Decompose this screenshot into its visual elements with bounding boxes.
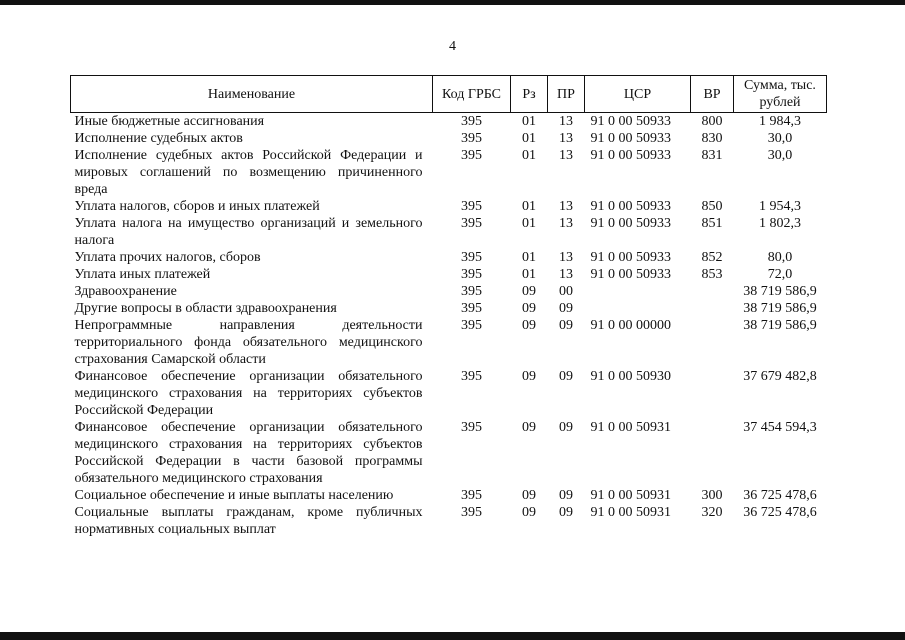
page-bottom-border xyxy=(0,632,905,640)
cell-grbs: 395 xyxy=(461,199,482,214)
cell-sum: 38 719 586,9 xyxy=(743,318,817,333)
cell-grbs: 395 xyxy=(461,505,482,520)
header-grbs: Код ГРБС xyxy=(433,76,511,113)
cell-pr: 09 xyxy=(559,318,573,333)
cell-pr: 00 xyxy=(559,284,573,299)
cell-pr: 13 xyxy=(559,267,573,282)
cell-vr: 853 xyxy=(701,267,723,282)
cell-csr: 91 0 00 50931 xyxy=(590,420,671,435)
cell-pr: 13 xyxy=(559,216,573,231)
cell-grbs: 395 xyxy=(461,369,482,384)
cell-name: Другие вопросы в области здравоохранения xyxy=(74,301,337,316)
table-row xyxy=(71,368,827,419)
cell-rz: 09 xyxy=(522,301,536,316)
cell-rz: 09 xyxy=(522,318,536,333)
cell-grbs: 395 xyxy=(461,420,482,435)
cell-pr: 09 xyxy=(559,369,573,384)
cell-vr: 830 xyxy=(701,131,723,146)
cell-csr: 91 0 00 50930 xyxy=(590,369,671,384)
cell-csr: 91 0 00 50933 xyxy=(590,131,671,146)
cell-rz: 01 xyxy=(522,267,536,282)
cell-name: Здравоохранение xyxy=(74,284,177,299)
cell-pr: 13 xyxy=(559,250,573,265)
budget-table xyxy=(70,75,827,538)
cell-csr xyxy=(585,300,691,317)
table-header-row xyxy=(71,76,827,113)
cell-vr: 851 xyxy=(701,216,723,231)
cell-rz: 01 xyxy=(522,216,536,231)
cell-sum: 37 454 594,3 xyxy=(743,420,817,435)
cell-name: Социальное обеспечение и иные выплаты населению xyxy=(74,488,394,503)
cell-name: Иные бюджетные ассигнования xyxy=(74,114,265,129)
cell-grbs: 395 xyxy=(461,250,482,265)
cell-sum: 36 725 478,6 xyxy=(743,505,817,520)
header-csr: ЦСР xyxy=(585,76,691,113)
cell-sum: 37 679 482,8 xyxy=(743,369,817,384)
cell-rz: 09 xyxy=(522,488,536,503)
cell-pr: 13 xyxy=(559,131,573,146)
cell-sum: 36 725 478,6 xyxy=(743,488,817,503)
page-number: 4 xyxy=(449,39,456,54)
cell-grbs: 395 xyxy=(461,148,482,163)
cell-csr: 91 0 00 50933 xyxy=(590,216,671,231)
cell-vr xyxy=(691,419,734,487)
cell-rz: 01 xyxy=(522,114,536,129)
cell-csr: 91 0 00 50933 xyxy=(590,114,671,129)
cell-csr: 91 0 00 50933 xyxy=(590,250,671,265)
cell-csr: 91 0 00 50931 xyxy=(590,505,671,520)
cell-name: Уплата прочих налогов, сборов xyxy=(74,250,261,265)
table-row xyxy=(71,113,827,131)
page-top-border xyxy=(0,0,905,5)
table-row xyxy=(71,300,827,317)
cell-rz: 09 xyxy=(522,505,536,520)
header-vr: ВР xyxy=(691,76,734,113)
cell-vr xyxy=(691,317,734,368)
table-row xyxy=(71,317,827,368)
table-row xyxy=(71,504,827,538)
cell-sum: 1 984,3 xyxy=(759,114,801,129)
cell-csr: 91 0 00 50933 xyxy=(590,199,671,214)
cell-csr: 91 0 00 50933 xyxy=(590,267,671,282)
cell-pr: 13 xyxy=(559,114,573,129)
table-row xyxy=(71,147,827,198)
cell-csr: 91 0 00 50931 xyxy=(590,488,671,503)
cell-name: Уплата налогов, сборов и иных платежей xyxy=(74,199,320,214)
cell-pr: 13 xyxy=(559,199,573,214)
cell-pr: 09 xyxy=(559,488,573,503)
cell-pr: 13 xyxy=(559,148,573,163)
cell-rz: 09 xyxy=(522,420,536,435)
cell-name: Социальные выплаты гражданам, кроме публичных нормативных социальных выплат xyxy=(74,505,423,537)
cell-grbs: 395 xyxy=(461,267,482,282)
table-row xyxy=(71,266,827,283)
table-row xyxy=(71,283,827,300)
cell-vr: 300 xyxy=(701,488,723,503)
cell-sum: 1 954,3 xyxy=(759,199,801,214)
cell-pr: 09 xyxy=(559,301,573,316)
cell-vr: 850 xyxy=(701,199,723,214)
cell-grbs: 395 xyxy=(461,488,482,503)
cell-name: Исполнение судебных актов Российской Федерации и мировых соглашений по возмещению причиненного вреда xyxy=(74,148,423,197)
cell-name: Непрограммные направления деятельности территориального фонда обязательного медицинского страхования Самарской области xyxy=(74,318,423,367)
cell-grbs: 395 xyxy=(461,131,482,146)
cell-rz: 01 xyxy=(522,148,536,163)
cell-grbs: 395 xyxy=(461,301,482,316)
cell-sum: 38 719 586,9 xyxy=(743,284,817,299)
cell-name: Исполнение судебных актов xyxy=(74,131,243,146)
cell-vr: 831 xyxy=(701,148,723,163)
cell-vr: 852 xyxy=(701,250,723,265)
cell-name: Уплата иных платежей xyxy=(74,267,211,282)
header-name: Наименование xyxy=(71,76,433,113)
table-row xyxy=(71,130,827,147)
cell-csr: 91 0 00 00000 xyxy=(590,318,671,333)
cell-name: Финансовое обеспечение организации обязательного медицинского страхования на территориях субъектов Российской Федерации в части базовой программы обязательного медицинского страхования xyxy=(74,420,423,486)
cell-sum: 30,0 xyxy=(767,131,793,146)
table-row xyxy=(71,249,827,266)
cell-name: Уплата налога на имущество организаций и земельного налога xyxy=(74,216,423,248)
cell-sum: 72,0 xyxy=(767,267,793,282)
cell-rz: 01 xyxy=(522,199,536,214)
cell-rz: 09 xyxy=(522,369,536,384)
cell-rz: 01 xyxy=(522,250,536,265)
cell-vr: 320 xyxy=(701,505,723,520)
table-row xyxy=(71,419,827,487)
cell-csr: 91 0 00 50933 xyxy=(590,148,671,163)
cell-csr xyxy=(585,283,691,300)
cell-vr: 800 xyxy=(701,114,723,129)
cell-vr xyxy=(691,283,734,300)
header-sum: Сумма, тыс. рублей xyxy=(734,76,827,113)
cell-rz: 01 xyxy=(522,131,536,146)
table-row xyxy=(71,198,827,215)
cell-vr xyxy=(691,300,734,317)
cell-vr xyxy=(691,368,734,419)
table-row xyxy=(71,215,827,249)
cell-grbs: 395 xyxy=(461,318,482,333)
cell-grbs: 395 xyxy=(461,216,482,231)
cell-sum: 80,0 xyxy=(767,250,793,265)
header-rz: Рз xyxy=(511,76,548,113)
cell-rz: 09 xyxy=(522,284,536,299)
cell-pr: 09 xyxy=(559,420,573,435)
cell-pr: 09 xyxy=(559,505,573,520)
cell-grbs: 395 xyxy=(461,284,482,299)
cell-grbs: 395 xyxy=(461,114,482,129)
cell-name: Финансовое обеспечение организации обязательного медицинского страхования на территориях субъектов Российской Федерации xyxy=(74,369,423,418)
table-row xyxy=(71,487,827,504)
header-pr: ПР xyxy=(548,76,585,113)
cell-sum: 30,0 xyxy=(767,148,793,163)
cell-sum: 1 802,3 xyxy=(759,216,801,231)
cell-sum: 38 719 586,9 xyxy=(743,301,817,316)
